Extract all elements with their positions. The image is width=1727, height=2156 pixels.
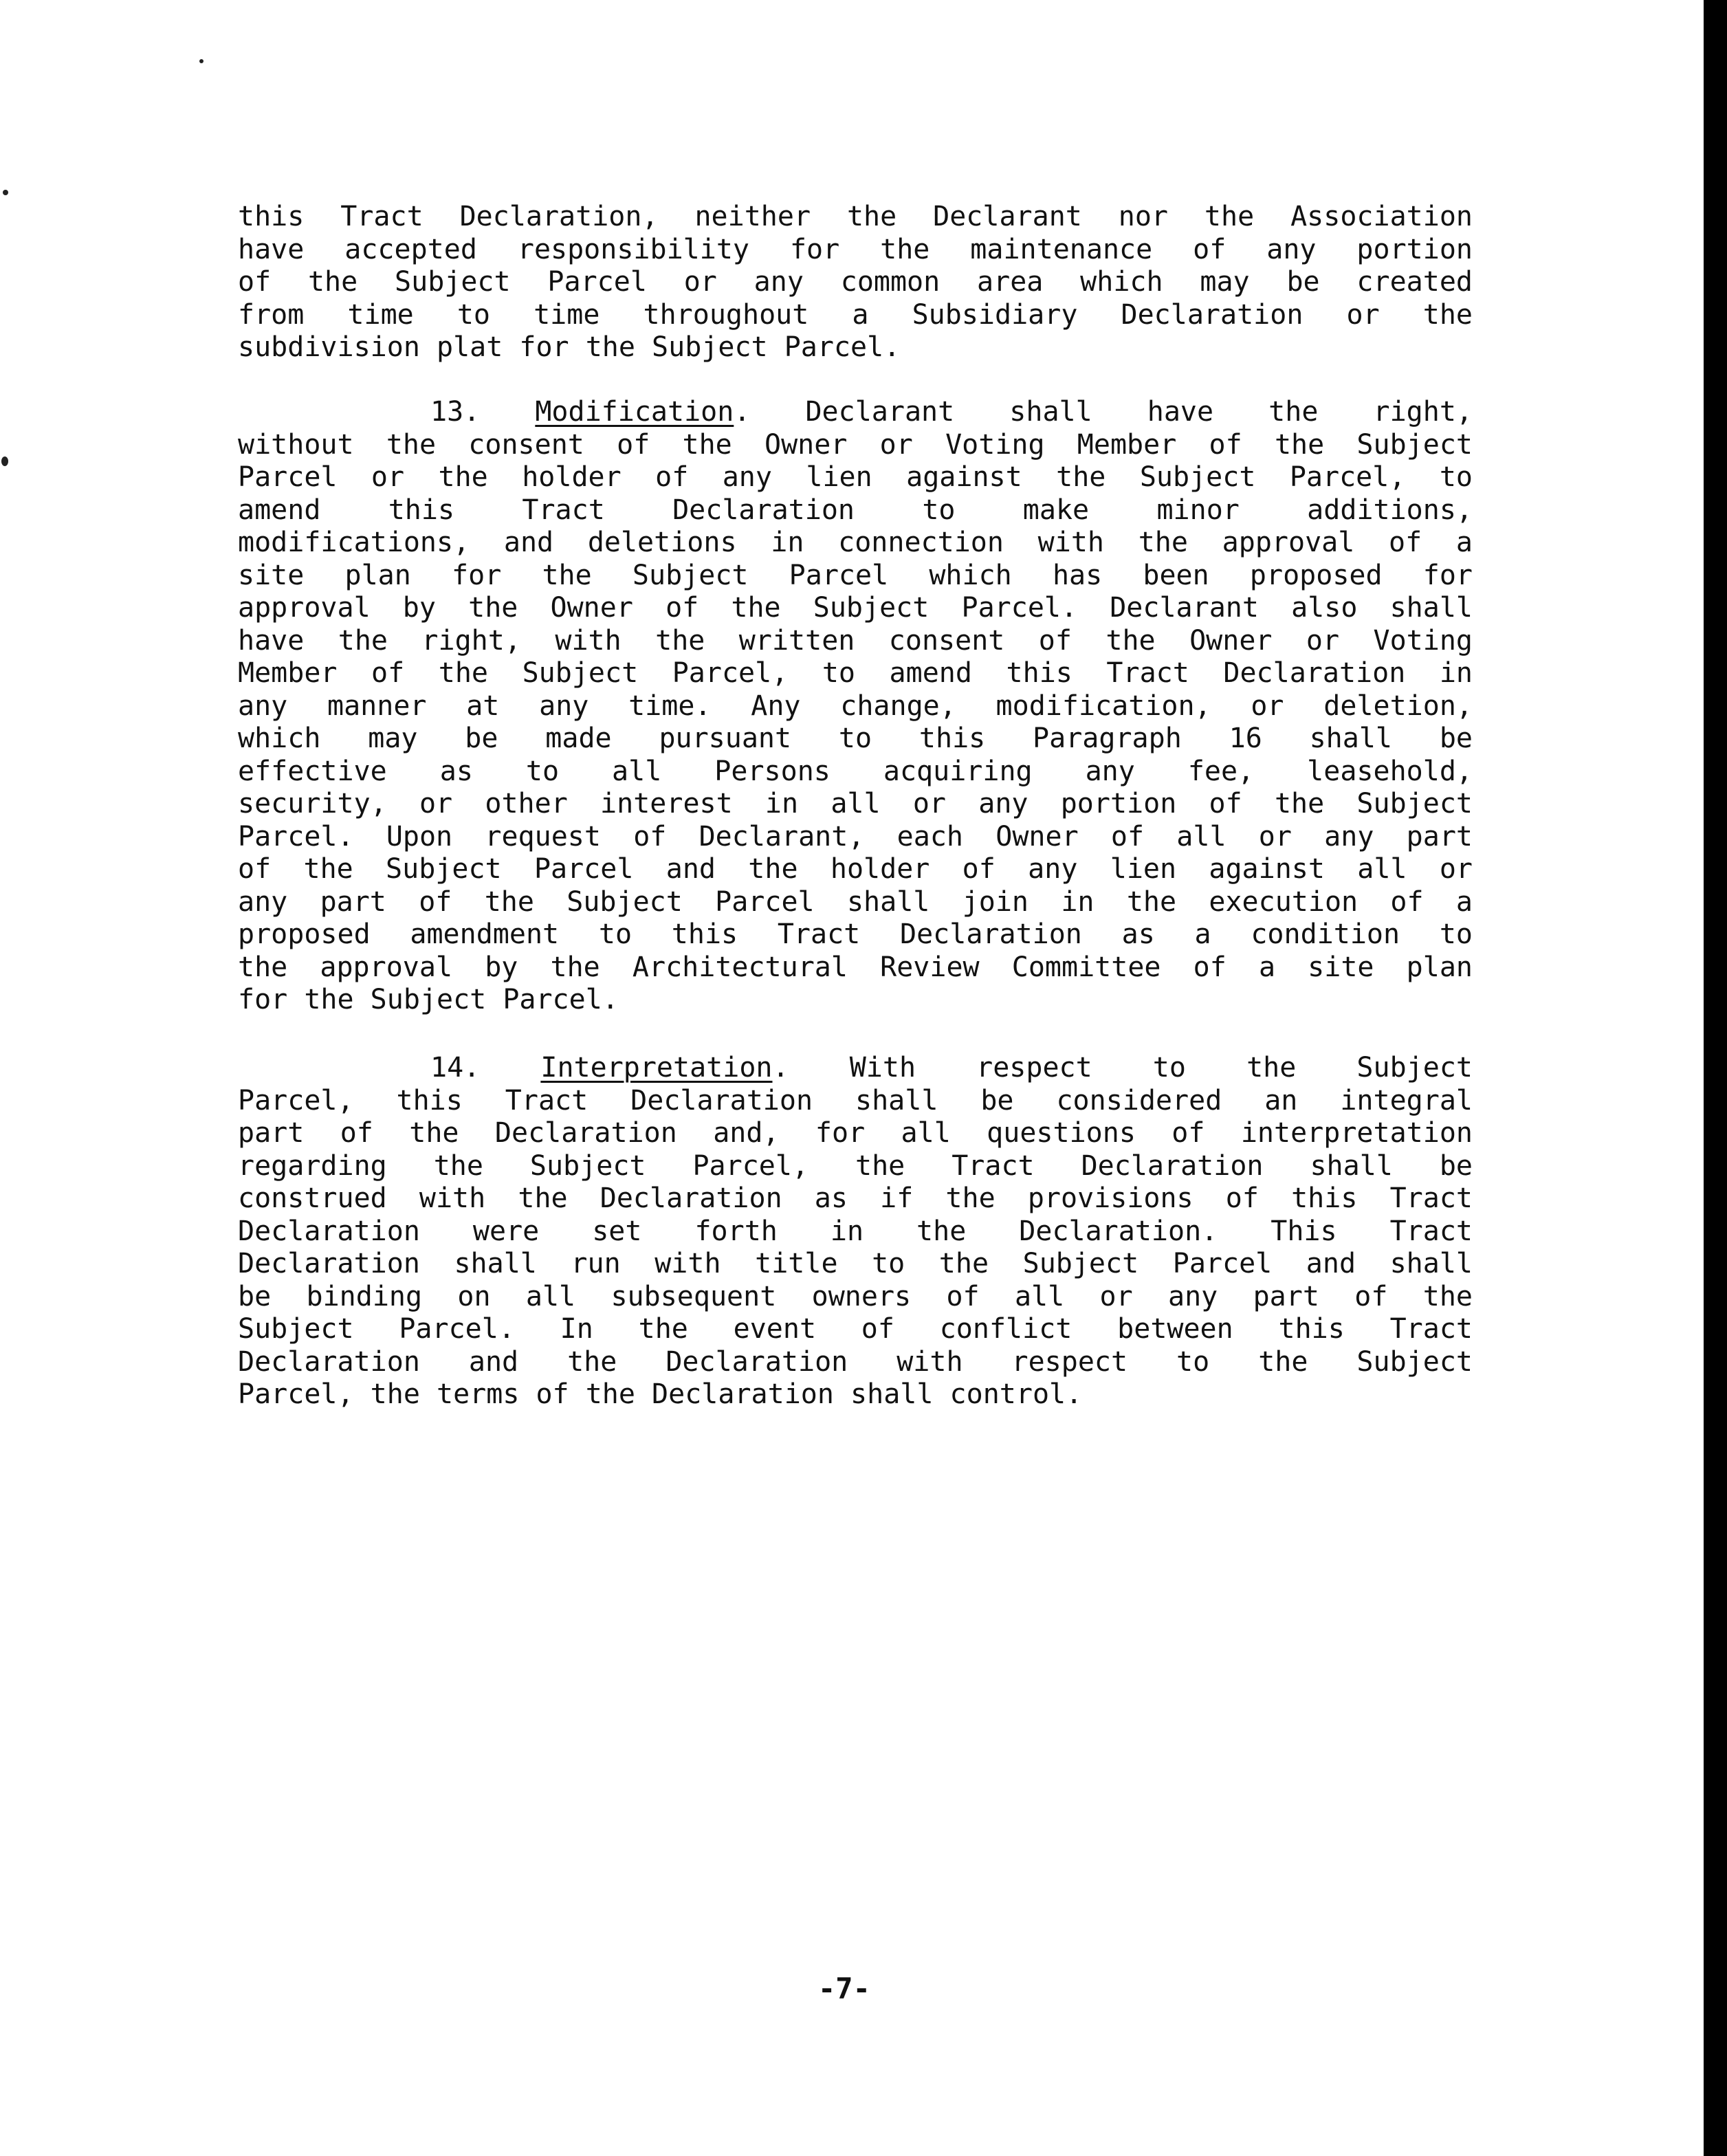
text-line: have accepted responsibility for the maintenance of any portion [238, 233, 1473, 265]
text-line: which may be made pursuant to this Paragraph 16 shall be [238, 723, 1473, 754]
scan-speck [3, 190, 8, 195]
text-line: Parcel, this Tract Declaration shall be considered an integral [238, 1084, 1473, 1116]
text-line: Parcel, the terms of the Declaration shall control. [238, 1378, 1083, 1410]
section-14-heading: Interpretation [540, 1052, 773, 1084]
section-13-first-line-rest: . Declarant shall have the right, [734, 396, 1473, 428]
text-line: Subject Parcel. In the event of conflict between this Tract [238, 1313, 1473, 1345]
page-number: -7- [818, 1972, 870, 2005]
text-line: without the consent of the Owner or Voting Member of the Subject [238, 428, 1473, 461]
section-13-paragraph [238, 396, 1473, 1017]
text-line: subdivision plat for the Subject Parcel. [238, 331, 901, 363]
text-line: any manner at any time. Any change, modification, or deletion, [238, 690, 1473, 722]
text-line: approval by the Owner of the Subject Parcel. Declarant also shall [238, 592, 1473, 624]
text-line: part of the Declaration and, for all questions of interpretation [238, 1117, 1473, 1149]
text-line: construed with the Declaration as if the provisions of this Tract [238, 1182, 1473, 1214]
text-line: amend this Tract Declaration to make minor additions, [238, 494, 1473, 526]
text-line: for the Subject Parcel. [238, 984, 619, 1015]
text-line: effective as to all Persons acquiring any fee, leasehold, [238, 755, 1473, 787]
text-line: security, or other interest in all or any portion of the Subject [238, 788, 1473, 820]
text-line: Parcel or the holder of any lien against the Subject Parcel, to [238, 461, 1473, 493]
intro-paragraph [238, 201, 1473, 364]
section-13-first-line [238, 396, 1473, 429]
text-line: modifications, and deletions in connection with the approval of a [238, 527, 1473, 558]
scan-speck [199, 59, 204, 63]
section-13-heading: Modification [535, 396, 734, 428]
text-line: of the Subject Parcel or any common area which may be created [238, 266, 1473, 298]
section-14-number: 14. [430, 1052, 481, 1084]
text-line: Parcel. Upon request of Declarant, each Owner of all or any part [238, 820, 1473, 852]
text-line: any part of the Subject Parcel shall join in the execution of a [238, 886, 1473, 918]
text-line: regarding the Subject Parcel, the Tract Declaration shall be [238, 1150, 1473, 1182]
text-line: site plan for the Subject Parcel which has been proposed for [238, 559, 1473, 591]
section-14-first-line-rest: . With respect to the Subject [772, 1052, 1473, 1084]
section-14-paragraph [238, 1052, 1473, 1411]
text-line: be binding on all subsequent owners of all or any part of the [238, 1280, 1473, 1312]
section-14-first-line [238, 1052, 1473, 1085]
scan-speck [1, 456, 8, 466]
text-line: proposed amendment to this Tract Declaration as a condition to [238, 918, 1473, 950]
text-line: of the Subject Parcel and the holder of any lien against all or [238, 853, 1473, 885]
text-line: this Tract Declaration, neither the Declarant nor the Association [238, 201, 1473, 232]
text-line: Declaration shall run with title to the Subject Parcel and shall [238, 1248, 1473, 1279]
text-line: the approval by the Architectural Review Committee of a site plan [238, 951, 1473, 983]
text-line: have the right, with the written consent of the Owner or Voting [238, 624, 1473, 657]
text-line: Member of the Subject Parcel, to amend this Tract Declaration in [238, 657, 1473, 689]
text-line: Declaration and the Declaration with respect to the Subject [238, 1345, 1473, 1378]
text-line: Declaration were set forth in the Declaration. This Tract [238, 1215, 1473, 1247]
section-13-number: 13. [430, 396, 481, 428]
scan-edge-border [1704, 0, 1727, 2156]
text-line: from time to time throughout a Subsidiary Declaration or the [238, 298, 1473, 331]
